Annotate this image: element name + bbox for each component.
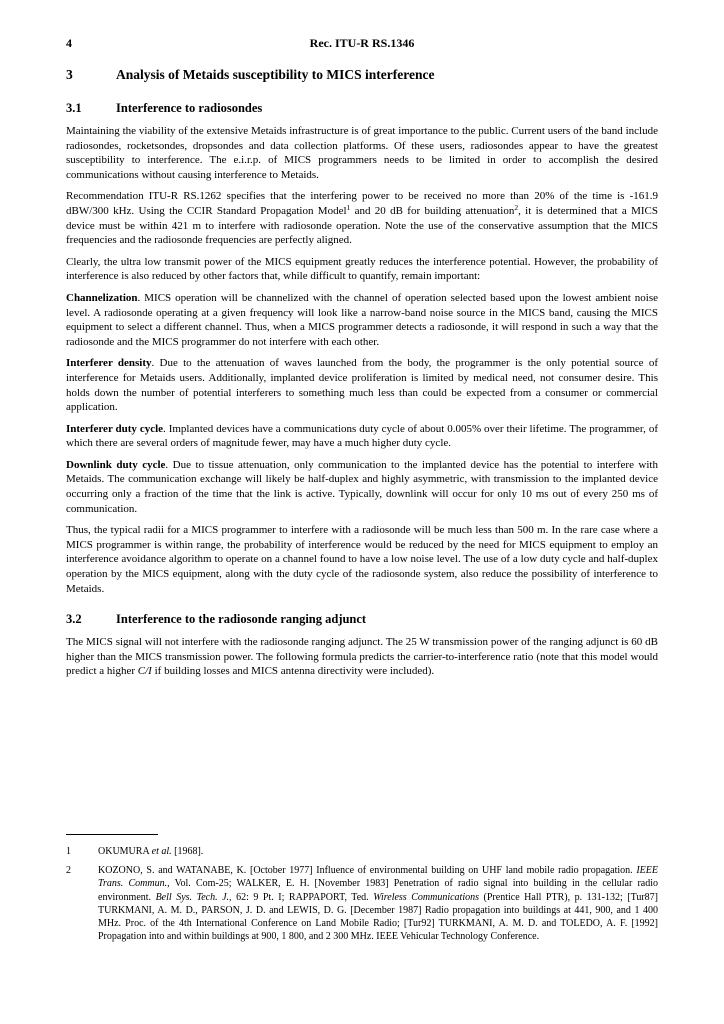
footnote-2-text-a: KOZONO, S. and WATANABE, K. [October 1977] Influence of environmental building on UHF land mobile radio propagation. [98,865,637,877]
footnote-separator [66,834,158,835]
footnote-1-number: 1 [66,846,71,857]
section-3-2-heading [66,611,658,627]
paragraph-recommendation-text-b: and 20 dB for building attenuation [350,204,515,217]
interferer-duty-cycle-lead: Interferer duty cycle [66,422,164,435]
footnote-1-text-b: [1968]. [171,846,204,857]
section-gap [66,603,658,611]
interferer-density-lead: Interferer density [66,357,152,370]
footnote-ref-1: 1 [346,202,351,212]
footnote-2-journal-2: Bell Sys. Tech. J., [155,891,232,903]
footnote-2-text-c: 62: 9 Pt. I; RAPPAPORT, Ted. [231,891,374,903]
section-3-2-number: 3.2 [66,612,82,627]
footnote-1-text-a: OKUMURA [98,846,152,857]
paragraph-low-transmit-power: Clearly, the ultra low transmit power of the MICS equipment greatly reduces the interference potential. However, the probability of interference is also reduced by other factors that, while difficult to quantify, remain important: [66,255,658,283]
ci-ratio-symbol: C/I [137,665,152,678]
interferer-density-text: . Due to the attenuation of waves launched from the body, the programmer is the only potential source of interference for Metaids users. Additionally, implanted device proliferation is limited by medical need, not consumer desire. This holds down the number of potential interferers to something much less than could be expected from a consumer or commercial application. [66,357,658,414]
paragraph-recommendation-text-c: , it is determined that a MICS device must be within 421 m to interfere with radiosonde operation. Note the use of the conservative assumption that the MICS frequencies and the radiosonde frequencies are perfectly aligned. [66,204,658,247]
paragraph-downlink-duty-cycle [66,458,658,516]
page-body [66,66,658,686]
downlink-duty-cycle-text: . Due to tissue attenuation, only communication to the implanted device has the potential to interfere with Metaids. The communication exchange will likely be half-duplex and highly asymmetric, with transmission to the implanted device occurring only a fraction of the time that the link is active. Typically, downlink will occur for only 10 ms out of every 250 ms of communication. [66,458,658,515]
footnote-2-number: 2 [66,865,71,877]
paragraph-typical-radii: Thus, the typical radii for a MICS programmer to interfere with a radiosonde will be much less than 500 m. In the rare case where a MICS programmer is within range, the probability of interference would be reduced by the need for MICS equipment to employ an interference avoidance algorithm to operate on a channel found to have a low noise level. The use of a low duty cycle and half-duplex operation by the MICS equipment, along with the duty cycle of the radiosonde system, also reduce the possibility of interference to Metaids. [66,524,658,595]
footnotes [66,834,658,949]
header-title: Rec. ITU-R RS.1346 [309,36,415,50]
footnote-ref-2: 2 [514,202,519,212]
section-3-title: Analysis of Metaids susceptibility to MICS interference [116,67,435,82]
section-3-heading [66,66,658,83]
paragraph-recommendation-text-a: Recommendation ITU-R RS.1262 specifies that the interfering power to be received no more than 20% of the time is -161.9 dBW/300 kHz. Using the CCIR Standard Propagation Model [66,190,658,217]
footnote-2 [66,864,658,943]
section-3-number: 3 [66,67,73,82]
section-3-1-number: 3.1 [66,101,82,115]
ranging-adjunct-text-a: The MICS signal will not interfere with the radiosonde ranging adjunct. The 25 W transmission power of the ranging adjunct is 60 dB higher than the MICS transmission power. The following formula predicts the carrier-to-interference ratio (note that this model would predict a higher [66,636,658,678]
section-3-1-title: Interference to radiosondes [116,101,263,115]
page-number: 4 [66,36,72,50]
channelization-text: . MICS operation will be channelized with the channel of operation selected based upon the lowest ambient noise level. A radiosonde operating at a given frequency will look like a narrow-band noise source in the MICS band, causing the MICS equipment to select a different channel. Thus, when a MICS programmer detects a radiosonde, it will respond in such a way that the radiosonde and the MICS programmer do not interfere with each other. [66,291,658,348]
page-header [66,36,658,52]
footnote-2-text-b: Vol. Com-25; WALKER, E. H. [November 1983] Penetration of radio signal into building in the cellular radio environment. [98,878,659,903]
paragraph-recommendation [66,189,658,247]
paragraph-channelization [66,291,658,349]
paragraph-ranging-adjunct [66,635,658,679]
footnote-2-text-d: (Prentice Hall PTR), p. 131-132; [Tur87] TURKMANI, A. M. D., PARSON, J. D. and LEWIS, D. G. [December 1987] Radio propagation into buildings at 441, 900, and 1 400 MHz. Proc. of the 4th International Conference on Land Mobile Radio; [Tur92] TURKMANI, A. M. D. and TOLEDO, A. F. [1992] Propagation into and within buildings at 900, 1 800, and 2 300 MHz. IEEE Vehicular Technology Conference. [98,891,659,943]
channelization-lead: Channelization [66,291,138,304]
footnote-2-book-title: Wireless Communications [373,891,480,903]
interferer-duty-cycle-text: . Implanted devices have a communications duty cycle of about 0.005% over their lifetime. The programmer, of which there are several orders of magnitude fewer, may have a much higher duty cycle. [66,422,658,450]
ranging-adjunct-text-b: if building losses and MICS antenna directivity were included). [151,665,435,678]
paragraph-interferer-density [66,356,658,414]
paragraph-interferer-duty-cycle [66,422,658,451]
footnote-1 [66,845,658,858]
paragraph-metaids-viability: Maintaining the viability of the extensive Metaids infrastructure is of great importance to the public. Current users of the band include radiosondes, rocketsondes, dropsondes and data collection platforms. Of these users, radiosondes appear to have the greatest susceptibility to interference. The e.i.r.p. of MICS programmers needs to be limited in order to accomplish the desired communications without causing interference to Metaids. [66,125,658,181]
downlink-duty-cycle-lead: Downlink duty cycle [66,458,166,471]
section-3-2-title: Interference to the radiosonde ranging adjunct [116,612,367,627]
footnote-1-emphasis: et al. [151,846,172,857]
footnote-2-journal-1: IEEE Trans. Commun., [98,865,658,890]
section-3-1-heading [66,100,658,116]
